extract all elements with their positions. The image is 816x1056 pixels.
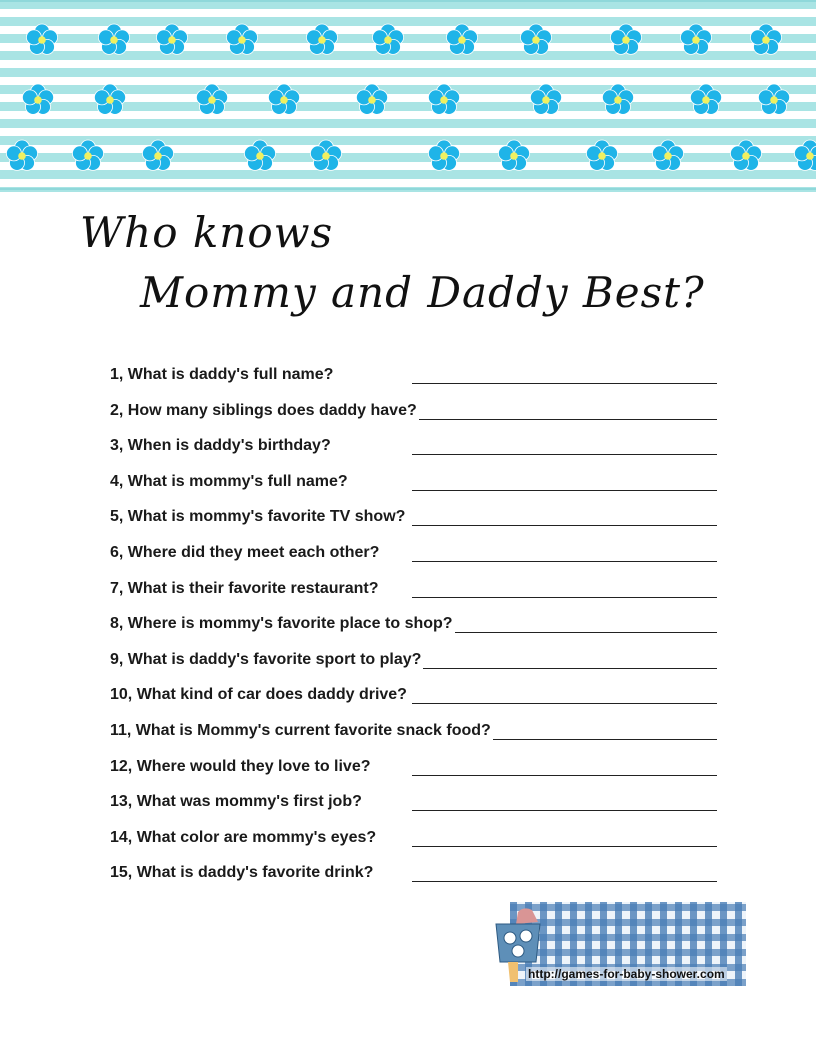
question-text: 9, What is daddy's favorite sport to play? [110,650,422,668]
question-text: 14, What color are mommy's eyes? [110,828,377,846]
question-row [110,400,720,424]
question-text: 8, Where is mommy's favorite place to shop? [110,615,453,633]
answer-line[interactable] [412,881,717,882]
question-row [110,756,720,780]
flower-icon [446,24,477,54]
question-row [110,364,720,388]
flower-icon [750,24,781,54]
flower-icon [356,84,387,114]
question-text: 7, What is their favorite restaurant? [110,579,379,597]
flower-icon [306,24,337,54]
header-striped-band [0,0,816,192]
flower-icon [6,140,37,170]
answer-line[interactable] [493,739,717,740]
question-text: 11, What is Mommy's current favorite snack food? [110,722,491,739]
flower-icon [310,140,341,170]
question-text: 15, What is daddy's favorite drink? [110,864,374,882]
flower-icon [586,140,617,170]
flower-icon [652,140,683,170]
question-row [110,435,720,459]
flower-icon [142,140,173,170]
question-row [110,684,720,708]
answer-line[interactable] [455,632,717,633]
flower-icon [372,24,403,54]
question-row [110,649,720,673]
flower-icon [156,24,187,54]
flower-icon [72,140,103,170]
flower-icon [498,140,529,170]
question-text: 3, When is daddy's birthday? [110,437,331,455]
answer-line[interactable] [412,597,717,598]
question-text: 1, What is daddy's full name? [110,366,334,383]
flower-icon [758,84,789,114]
answer-line[interactable] [412,490,717,491]
question-row [110,791,720,815]
question-text: 6, Where did they meet each other? [110,544,380,561]
flower-icon [610,24,641,54]
question-row [110,506,720,530]
answer-line[interactable] [412,525,717,526]
answer-line[interactable] [419,419,717,420]
question-row [110,720,720,744]
flower-icon [268,84,299,114]
question-text: 5, What is mommy's favorite TV show? [110,508,406,526]
answer-line[interactable] [412,846,717,847]
question-text: 4, What is mommy's full name? [110,472,348,490]
flower-icon [520,24,551,54]
answer-line[interactable] [423,668,717,669]
title-line-2: Mommy and Daddy Best? [140,268,705,317]
flower-icon [196,84,227,114]
flower-icon [794,140,816,170]
answer-line[interactable] [412,383,717,384]
flower-icon [690,84,721,114]
flower-icon [244,140,275,170]
flower-icon [530,84,561,114]
flower-icon [730,140,761,170]
flower-icon [26,24,57,54]
flower-icon [22,84,53,114]
answer-line[interactable] [412,454,717,455]
title-line-1: Who knows [80,208,334,257]
question-row [110,862,720,886]
flower-icon [226,24,257,54]
flower-icon [680,24,711,54]
question-row [110,542,720,566]
promo-badge [488,902,746,986]
question-row [110,578,720,602]
flower-icon [602,84,633,114]
question-text: 2, How many siblings does daddy have? [110,401,417,419]
question-row [110,471,720,495]
promo-url[interactable]: http://games-for-baby-shower.com [528,967,725,981]
flower-pattern [0,0,816,192]
question-text: 13, What was mommy's first job? [110,793,362,811]
flower-icon [94,84,125,114]
flower-icon [428,140,459,170]
answer-line[interactable] [412,810,717,811]
answer-line[interactable] [412,775,717,776]
question-row [110,613,720,637]
question-row [110,827,720,851]
flower-icon [428,84,459,114]
flower-icon [98,24,129,54]
answer-line[interactable] [412,703,717,704]
question-text: 12, Where would they love to live? [110,757,371,775]
question-text: 10, What kind of car does daddy drive? [110,686,407,704]
answer-line[interactable] [412,561,717,562]
